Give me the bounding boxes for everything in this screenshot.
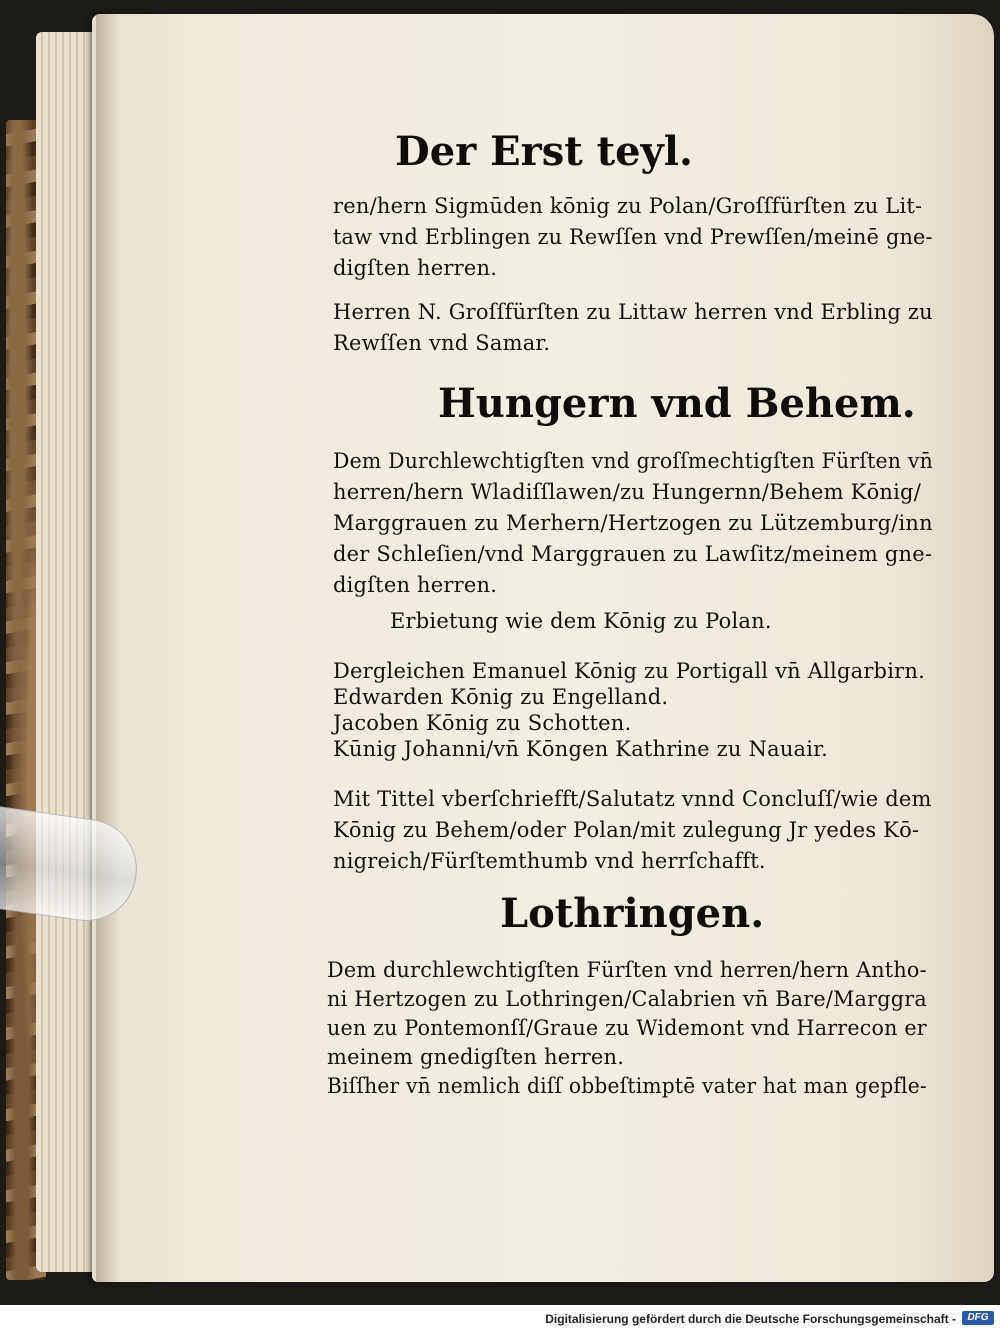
text-line: ni Hertzogen zu Lothringen/Calabrien vn̄ Bare/Marggra bbox=[327, 987, 927, 1011]
text-line: Dem durchlewchtigſten Fürſten vnd herren/hern Antho- bbox=[327, 958, 927, 982]
text-line: Jacoben Kōnig zu Schotten. bbox=[333, 711, 632, 735]
text-line: Biſſher vn̄ nemlich diſſ obbeſtimptē vater hat man gepfle- bbox=[327, 1074, 927, 1098]
dfg-logo: DFG bbox=[962, 1311, 994, 1325]
text-line: taw vnd Erblingen zu Rewſſen vnd Prewſſen/meinē gne- bbox=[333, 225, 933, 249]
text-line: Dergleichen Emanuel Kōnig zu Portigall vn̄ Allgarbirn. bbox=[333, 659, 925, 683]
footer-bar bbox=[0, 1305, 1000, 1331]
text-line: meinem gnedigſten herren. bbox=[327, 1045, 625, 1069]
text-line: der Schleſien/vnd Marggrauen zu Lawſitz/meinem gne- bbox=[333, 542, 933, 566]
text-line: Dem Durchlewchtigſten vnd groſſmechtigſten Fürſten vn̄ bbox=[333, 449, 933, 473]
text-line: digſten herren. bbox=[333, 256, 498, 280]
heading-der-erst-teyl: Der Erst teyl. bbox=[395, 128, 693, 175]
paragraph-dergleichen bbox=[333, 658, 925, 762]
text-line: Herren N. Groſſfürſten zu Littaw herren vnd Erbling zu bbox=[333, 300, 933, 324]
funding-credit: Digitalisierung gefördert durch die Deutsche Forschungsgemeinschaft - bbox=[545, 1312, 956, 1326]
text-line: herren/hern Wladiſſlawen/zu Hungernn/Behem Kōnig/ bbox=[333, 480, 921, 504]
paragraph-anthoni bbox=[327, 956, 949, 1101]
text-line: uen zu Pontemonſſ/Graue zu Widemont vnd Harrecon er bbox=[327, 1016, 927, 1040]
text-line: Mit Tittel vberſchriefft/Salutatz vnnd Concluſſ/wie dem bbox=[333, 787, 932, 811]
text-line: ren/hern Sigmūden kōnig zu Polan/Groſſfürſten zu Lit- bbox=[333, 194, 923, 218]
heading-lothringen: Lothringen. bbox=[500, 890, 765, 937]
text-line: Kūnig Johanni/vn̄ Kōngen Kathrine zu Nauair. bbox=[333, 737, 828, 761]
paragraph-littaw bbox=[333, 297, 933, 359]
text-line: nigreich/Fürſtemthumb vnd herrſchafft. bbox=[333, 849, 766, 873]
paragraph-sigmund bbox=[333, 191, 939, 284]
text-line: Kōnig zu Behem/oder Polan/mit zulegung Jr yedes Kō- bbox=[333, 818, 920, 842]
paragraph-erbietung: Erbietung wie dem Kōnig zu Polan. bbox=[390, 609, 772, 633]
text-line: Marggrauen zu Merhern/Hertzogen zu Lützemburg/inn bbox=[333, 511, 933, 535]
paragraph-wladislaw bbox=[333, 446, 950, 601]
page-gutter-shadow bbox=[96, 14, 120, 1282]
text-line: digſten herren. bbox=[333, 573, 498, 597]
paragraph-mit-tittel bbox=[333, 784, 932, 877]
text-line: Edwarden Kōnig zu Engelland. bbox=[333, 685, 669, 709]
heading-hungern-vnd-behem: Hungern vnd Behem. bbox=[438, 380, 916, 427]
text-line: Rewſſen vnd Samar. bbox=[333, 331, 551, 355]
